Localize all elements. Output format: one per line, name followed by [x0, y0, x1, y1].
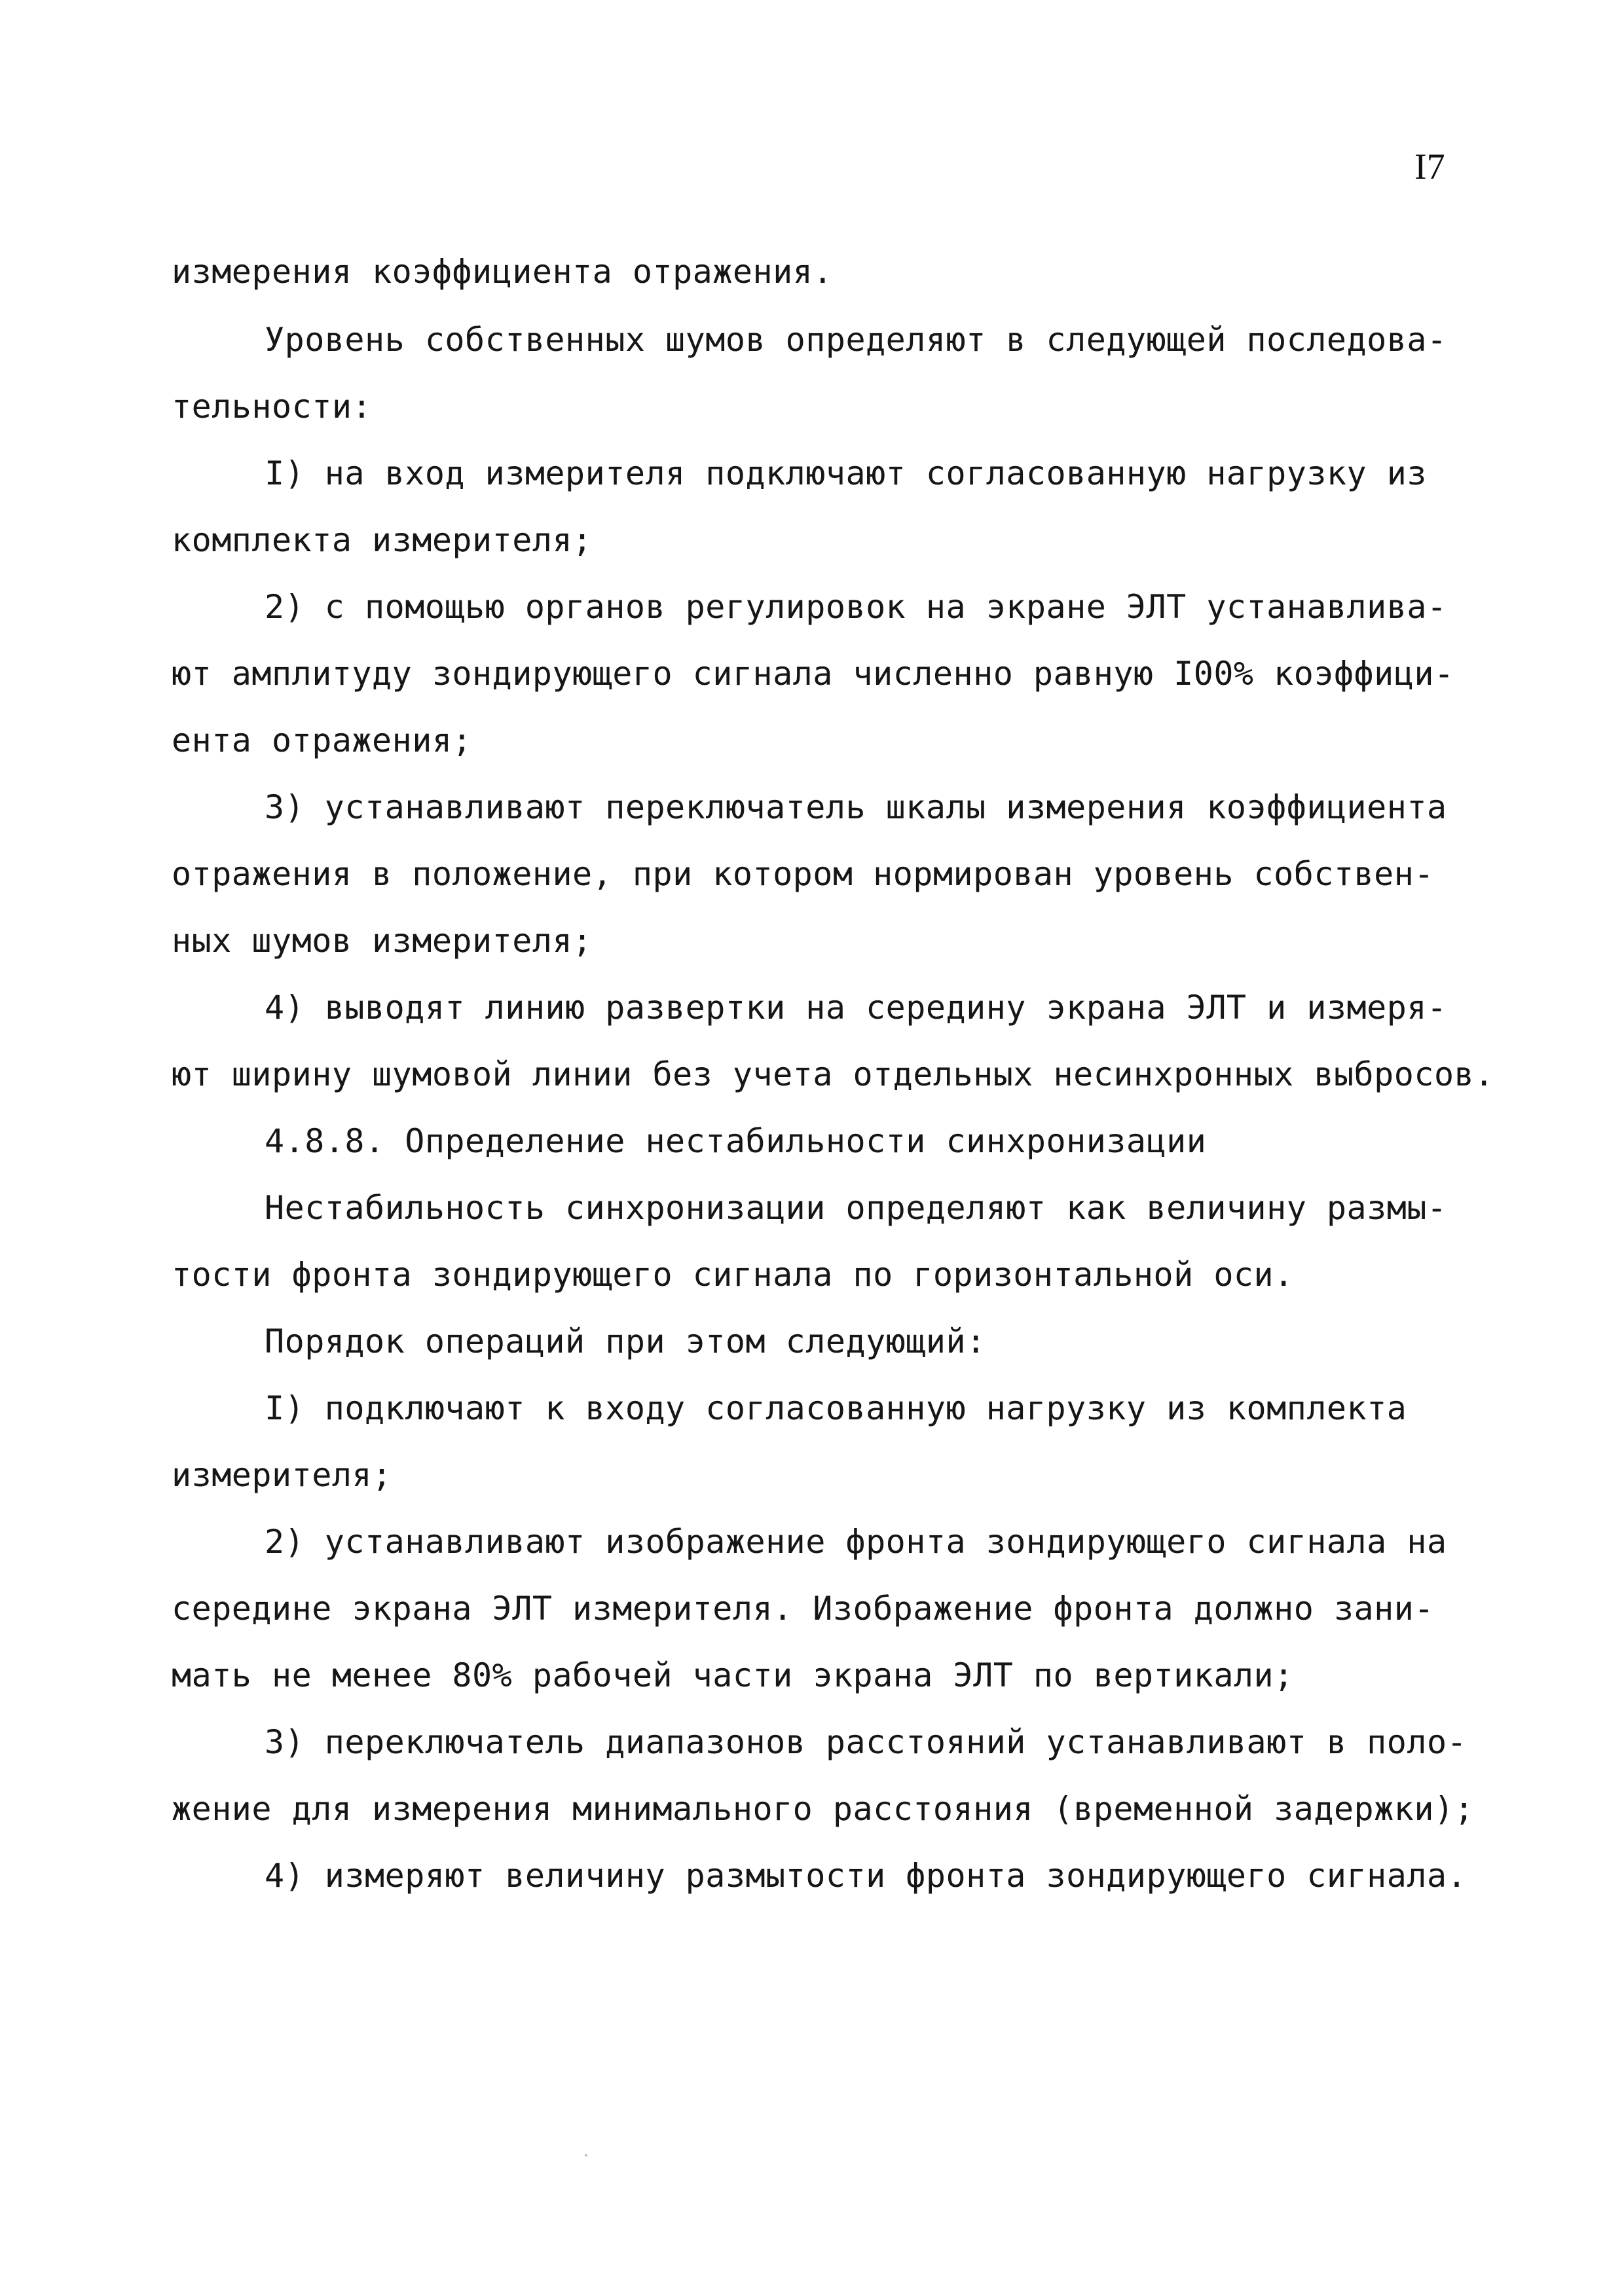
text-line: 4) измеряют величину размытости фронта зондирующего сигнала. — [265, 1857, 1467, 1895]
text-line: тельности: — [172, 388, 373, 426]
text-line: измерителя; — [172, 1456, 392, 1494]
text-line: измерения коэффициента отражения. — [172, 253, 833, 291]
text-line: 2) устанавливают изображение фронта зондирующего сигнала на — [265, 1523, 1447, 1561]
text-line: Порядок операций при этом следующий: — [265, 1322, 986, 1360]
text-line: ют амплитуду зондирующего сигнала численно равную I00% коэффици- — [172, 655, 1454, 693]
text-line: 3) устанавливают переключатель шкалы измерения коэффициента — [265, 788, 1447, 826]
text-line: середине экрана ЭЛТ измерителя. Изображение фронта должно зани- — [172, 1590, 1434, 1628]
text-line: 2) с помощью органов регулировок на экране ЭЛТ устанавлива- — [265, 588, 1447, 626]
text-line: ных шумов измерителя; — [172, 922, 593, 960]
section-heading: 4.8.8. Определение нестабильности синхронизации — [265, 1122, 1207, 1160]
text-line: 4) выводят линию развертки на середину экрана ЭЛТ и измеря- — [265, 989, 1447, 1027]
text-line: мать не менее 80% рабочей части экрана ЭЛТ по вертикали; — [172, 1656, 1294, 1694]
text-line: I) на вход измерителя подключают согласованную нагрузку из — [265, 454, 1427, 492]
text-line: ют ширину шумовой линии без учета отдельных несинхронных выбросов. — [172, 1055, 1494, 1093]
text-line: отражения в положение, при котором нормирован уровень собствен- — [172, 855, 1434, 893]
page-number: I7 — [1414, 147, 1445, 187]
text-line: Уровень собственных шумов определяют в следующей последова- — [265, 321, 1447, 359]
text-line: жение для измерения минимального расстояния (временной задержки); — [172, 1790, 1475, 1828]
text-line: тости фронта зондирующего сигнала по горизонтальной оси. — [172, 1256, 1294, 1294]
text-line: I) подключают к входу согласованную нагрузку из комплекта — [265, 1389, 1407, 1427]
text-line: комплекта измерителя; — [172, 521, 593, 559]
text-line: 3) переключатель диапазонов расстояний устанавливают в поло- — [265, 1723, 1467, 1761]
text-line: Нестабильность синхронизации определяют как величину размы- — [265, 1189, 1447, 1227]
scan-speck — [585, 2154, 587, 2157]
text-line: ента отражения; — [172, 721, 473, 759]
